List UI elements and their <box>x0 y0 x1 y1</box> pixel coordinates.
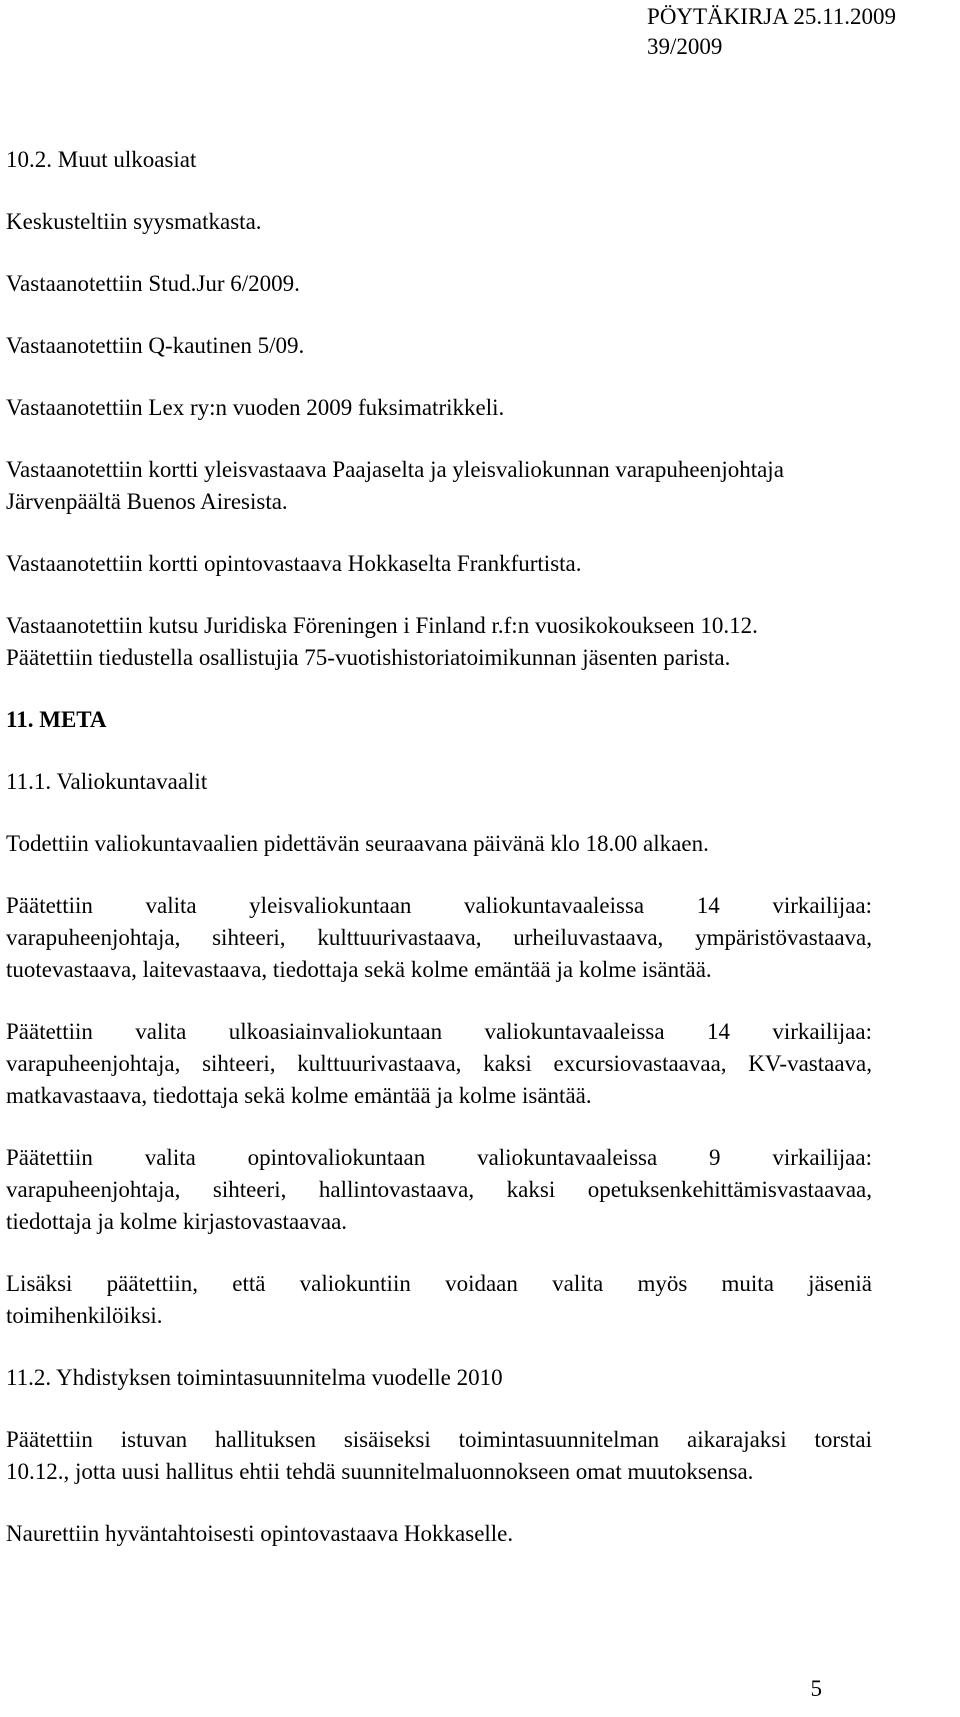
paragraph <box>6 890 872 986</box>
paragraph: Vastaanotettiin Lex ry:n vuoden 2009 fuksimatrikkeli. <box>6 395 505 420</box>
paragraph-line: Järvenpäältä Buenos Airesista. <box>6 489 288 514</box>
paragraph: Vastaanotettiin Q-kautinen 5/09. <box>6 333 305 358</box>
paragraph-line: Vastaanotettiin kortti yleisvastaava Paajaselta ja yleisvaliokunnan varapuheenjohtaja <box>6 457 784 482</box>
document-body <box>6 144 872 1580</box>
paragraph <box>6 1142 872 1238</box>
paragraph-line: Päätettiin valita opintovaliokuntaan valiokuntavaaleissa 9 virkailijaa: <box>6 1145 872 1170</box>
paragraph-line: varapuheenjohtaja, sihteeri, kulttuurivastaava, kaksi excursiovastaavaa, KV-vastaava, <box>6 1051 872 1076</box>
paragraph-line: toimihenkilöiksi. <box>6 1303 163 1328</box>
section-heading-11-1: 11.1. Valiokuntavaalit <box>6 769 208 794</box>
paragraph-line: tiedottaja ja kolme kirjastovastaavaa. <box>6 1209 348 1234</box>
paragraph <box>6 1424 872 1488</box>
section-heading-10-2: 10.2. Muut ulkoasiat <box>6 147 197 172</box>
paragraph-line: varapuheenjohtaja, sihteeri, hallintovastaava, kaksi opetuksenkehittämisvastaavaa, <box>6 1177 872 1202</box>
paragraph: Todettiin valiokuntavaalien pidettävän seuraavana päivänä klo 18.00 alkaen. <box>6 831 709 856</box>
paragraph: Naurettiin hyväntahtoisesti opintovastaava Hokkaselle. <box>6 1521 514 1546</box>
paragraph-line: Lisäksi päätettiin, että valiokuntiin voidaan valita myös muita jäseniä <box>6 1271 872 1296</box>
paragraph <box>6 610 872 674</box>
paragraph-line: 10.12., jotta uusi hallitus ehtii tehdä suunnitelmaluonnokseen omat muutoksensa. <box>6 1459 754 1484</box>
paragraph-line: tuotevastaava, laitevastaava, tiedottaja sekä kolme emäntää ja kolme isäntää. <box>6 957 712 982</box>
paragraph-line: matkavastaava, tiedottaja sekä kolme emäntää ja kolme isäntää. <box>6 1083 592 1108</box>
paragraph-line: Vastaanotettiin kutsu Juridiska Föreningen i Finland r.f:n vuosikokoukseen 10.12. <box>6 613 758 638</box>
paragraph-line: Päätettiin istuvan hallituksen sisäiseksi toimintasuunnitelman aikarajaksi torstai <box>6 1427 872 1452</box>
paragraph-line: Päätettiin valita ulkoasiainvaliokuntaan valiokuntavaaleissa 14 virkailijaa: <box>6 1019 872 1044</box>
paragraph <box>6 454 872 518</box>
document-header <box>647 2 896 62</box>
paragraph: Vastaanotettiin kortti opintovastaava Hokkaselta Frankfurtista. <box>6 551 582 576</box>
paragraph <box>6 1016 872 1112</box>
paragraph: Keskusteltiin syysmatkasta. <box>6 209 262 234</box>
document-number: 39/2009 <box>647 34 723 59</box>
section-heading-11-2: 11.2. Yhdistyksen toimintasuunnitelma vuodelle 2010 <box>6 1365 503 1390</box>
document-title: PÖYTÄKIRJA 25.11.2009 <box>647 4 896 29</box>
section-heading-11: 11. META <box>6 707 107 732</box>
page-number: 5 <box>810 1676 822 1701</box>
paragraph-line: Päätettiin valita yleisvaliokuntaan valiokuntavaaleissa 14 virkailijaa: <box>6 893 872 918</box>
paragraph-line: Päätettiin tiedustella osallistujia 75-vuotishistoriatoimikunnan jäsenten parista. <box>6 645 731 670</box>
paragraph: Vastaanotettiin Stud.Jur 6/2009. <box>6 271 300 296</box>
paragraph-line: varapuheenjohtaja, sihteeri, kulttuurivastaava, urheiluvastaava, ympäristövastaava, <box>6 925 872 950</box>
paragraph <box>6 1268 872 1332</box>
